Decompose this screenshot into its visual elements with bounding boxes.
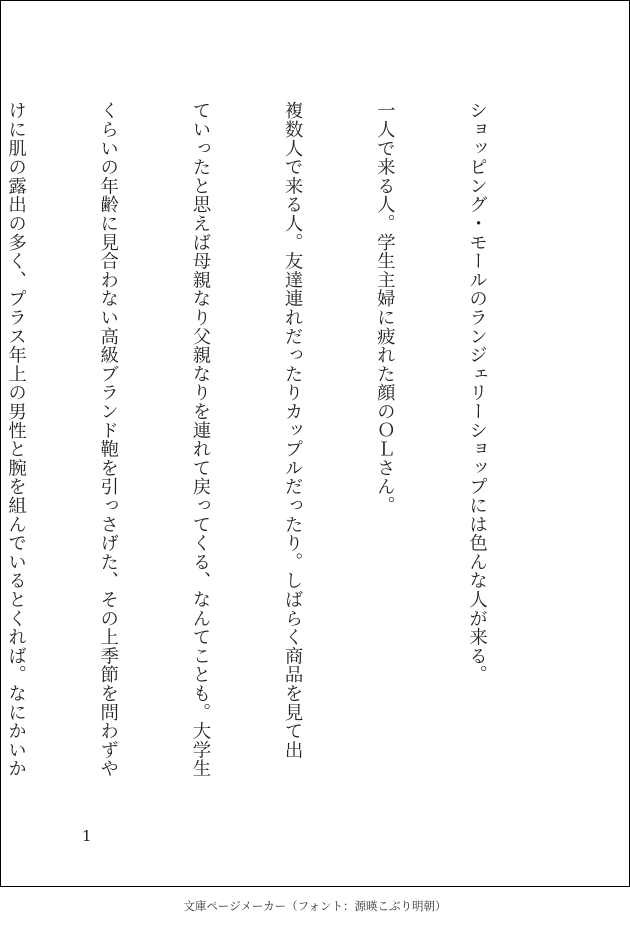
footer-credit: 文庫ページメーカー（フォント：源暎こぶり明朝） bbox=[183, 899, 447, 913]
text-line: ていったと思えば母親なり父親なりを連れて戻ってくる、なんてことも。大学生 bbox=[189, 101, 211, 778]
text-line: くらいの年齢に見合わない高級ブランド鞄を引っさげた、その上季節を問わずや bbox=[97, 101, 119, 778]
text-line: けに肌の露出の多く、プラス年上の男性と腕を組んでいるとくれば。なにかいか bbox=[5, 101, 27, 778]
text-line: 一人で来る人。学生主婦に疲れた顔のＯＬさん。 bbox=[374, 101, 396, 515]
vertical-body-text bbox=[5, 101, 553, 821]
page-number: 1 bbox=[82, 827, 92, 845]
text-line: 複数人で来る人。友達連れだったりカップルだったり。しばらく商品を見て出 bbox=[282, 101, 304, 759]
text-line: ショッピング・モールのランジェリーショップには色んな人が来る。 bbox=[466, 101, 488, 684]
